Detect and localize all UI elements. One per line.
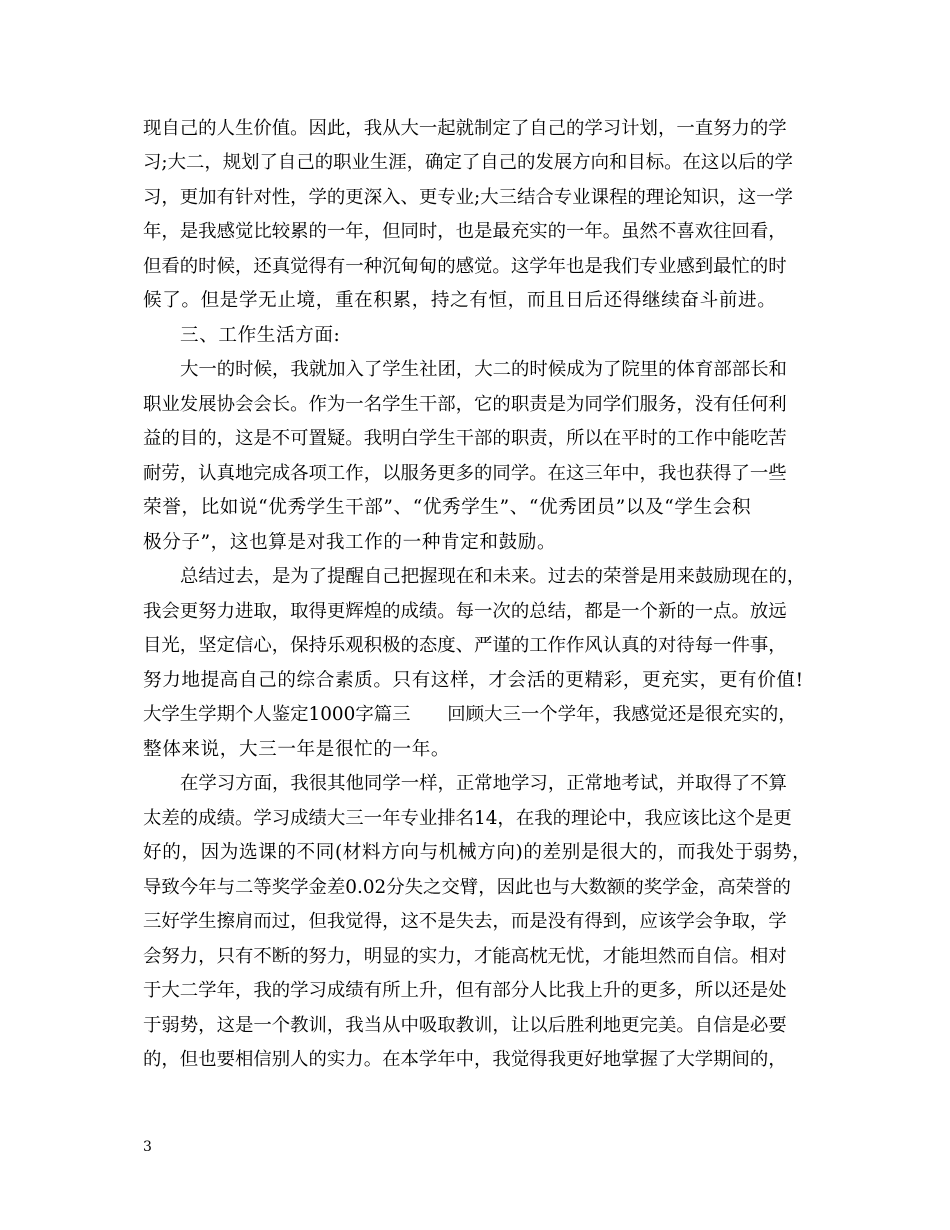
text-line: 在学习方面，我很其他同学一样，正常地学习，正常地考试，并取得了不算 xyxy=(180,773,787,794)
text-line: 整体来说，大三一年是很忙的一年。 xyxy=(143,739,451,760)
text-line: 习，更加有针对性，学的更深入、更专业;大三结合专业课程的理论知识，这一学 xyxy=(143,187,793,208)
text-line: 年，是我感觉比较累的一年，但同时，也是最充实的一年。虽然不喜欢往回看， xyxy=(143,221,787,242)
text-line: 益的目的，这是不可置疑。我明白学生干部的职责，所以在平时的工作中能吃苦 xyxy=(143,428,787,449)
text-line: 好的，因为选课的不同(材料方向与机械方向)的差别是很大的，而我处于弱势， xyxy=(143,842,812,863)
text-line: 目光，坚定信心，保持乐观积极的态度、严谨的工作作风认真的对待每一件事， xyxy=(143,635,787,656)
text-line: 大一的时候，我就加入了学生社团，大二的时候成为了院里的体育部部长和 xyxy=(180,359,787,380)
text-line: 导致今年与二等奖学金差0.02分失之交臂，因此也与大数额的奖学金，高荣誉的 xyxy=(143,877,791,898)
text-line: 职业发展协会会长。作为一名学生干部，它的职责是为同学们服务，没有任何利 xyxy=(143,394,787,415)
text-line: 会努力，只有不断的努力，明显的实力，才能高枕无忧，才能坦然而自信。相对 xyxy=(143,946,787,967)
text-line: 于弱势，这是一个教训，我当从中吸取教训，让以后胜利地更完美。自信是必要 xyxy=(143,1015,787,1036)
text-line: 大学生学期个人鉴定1000字篇三 回顾大三一个学年，我感觉还是很充实的， xyxy=(143,704,797,725)
text-line: 太差的成绩。学习成绩大三一年专业排名14，在我的理论中，我应该比这个是更 xyxy=(143,808,792,829)
text-line: 我会更努力进取，取得更辉煌的成绩。每一次的总结，都是一个新的一点。放远 xyxy=(143,601,787,622)
text-line: 努力地提高自己的综合素质。只有这样，才会活的更精彩，更充实，更有价值! xyxy=(143,670,804,691)
text-line: 三好学生擦肩而过，但我觉得，这不是失去，而是没有得到，应该学会争取，学 xyxy=(143,911,787,932)
text-line: 耐劳，认真地完成各项工作，以服务更多的同学。在这三年中，我也获得了一些 xyxy=(143,463,787,484)
text-line: 于大二学年，我的学习成绩有所上升，但有部分人比我上升的更多，所以还是处 xyxy=(143,980,787,1001)
page-number: 3 xyxy=(143,1139,152,1155)
section-heading: 三、工作生活方面: xyxy=(180,325,341,346)
text-line: 但看的时候，还真觉得有一种沉甸甸的感觉。这学年也是我们专业感到最忙的时 xyxy=(143,256,787,277)
text-line: 的，但也要相信别人的实力。在本学年中，我觉得我更好地掌握了大学期间的， xyxy=(143,1049,787,1070)
text-line: 极分子”，这也算是对我工作的一种肯定和鼓励。 xyxy=(143,532,557,553)
text-line: 荣誉，比如说“优秀学生干部”、“优秀学生”、“优秀团员”以及“学生会积 xyxy=(143,497,752,518)
text-line: 现自己的人生价值。因此，我从大一起就制定了自己的学习计划，一直努力的学 xyxy=(143,118,787,139)
text-line: 习;大二，规划了自己的职业生涯，确定了自己的发展方向和目标。在这以后的学 xyxy=(143,152,793,173)
text-line: 总结过去，是为了提醒自己把握现在和未来。过去的荣誉是用来鼓励现在的， xyxy=(180,566,806,587)
text-line: 候了。但是学无止境，重在积累，持之有恒，而且日后还得继续奋斗前进。 xyxy=(143,290,777,311)
